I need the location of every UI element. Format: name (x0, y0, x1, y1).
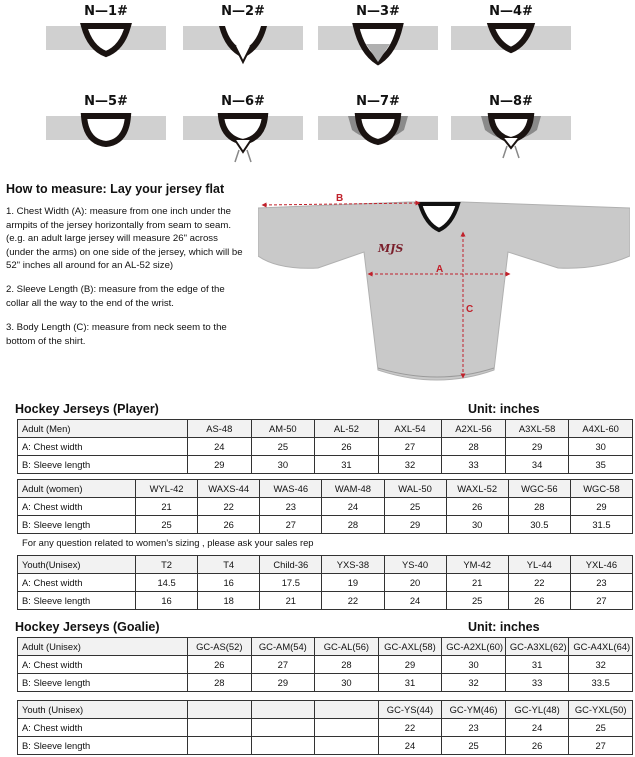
size-cell: YXS-38 (322, 556, 384, 574)
size-cell: 29 (384, 516, 446, 534)
size-cell (188, 719, 252, 737)
table-row (18, 516, 633, 534)
size-cell: 27 (260, 516, 322, 534)
size-cell: 21 (136, 498, 198, 516)
size-cell: 26 (508, 592, 570, 610)
row-label-cell: Youth (Unisex) (18, 701, 188, 719)
size-cell: 31 (378, 674, 442, 692)
size-cell: 25 (442, 737, 506, 755)
player-unit-label: Unit: inches (468, 402, 540, 416)
size-cell: WAXL-52 (446, 480, 508, 498)
size-cell: 31 (505, 656, 569, 674)
size-cell (315, 719, 379, 737)
size-cell: WAXS-44 (198, 480, 260, 498)
table-header-row (18, 556, 633, 574)
measure-title: How to measure: Lay your jersey flat (6, 182, 225, 196)
size-cell: 26 (315, 438, 379, 456)
goalie-unit-label: Unit: inches (468, 620, 540, 634)
measure-instructions (6, 183, 246, 359)
collar-style-4 (451, 0, 571, 75)
size-cell: A3XL-58 (505, 420, 569, 438)
row-label-cell: B: Sleeve length (18, 674, 188, 692)
size-cell (315, 701, 379, 719)
size-cell: 28 (508, 498, 570, 516)
table-row (18, 498, 633, 516)
size-cell: 30 (569, 438, 633, 456)
size-cell: 23 (570, 574, 632, 592)
label-a: A (436, 264, 444, 275)
size-cell: 25 (136, 516, 198, 534)
row-label-cell: A: Chest width (18, 498, 136, 516)
collar-label: N—8# (489, 94, 533, 109)
row-label-cell: Adult (Men) (18, 420, 188, 438)
size-cell: 31 (315, 456, 379, 474)
size-cell: YXL-46 (570, 556, 632, 574)
size-cell: 30 (251, 456, 315, 474)
size-cell (251, 701, 315, 719)
chest-width-instruction: 1. Chest Width (A): measure from one inch under the armpits of the jersey horizontally from seam to seam. (e.g. an adult large jersey will measure 26" across (under the arms) on one side of the jersey, which will be 52" inches all around for an AL-52 size) (6, 206, 243, 272)
row-label-cell: A: Chest width (18, 574, 136, 592)
table-row (18, 719, 633, 737)
row-label-cell: A: Chest width (18, 719, 188, 737)
row-label-cell: B: Sleeve length (18, 516, 136, 534)
collar-label: N—2# (221, 4, 265, 19)
size-cell: 21 (260, 592, 322, 610)
size-cell: 18 (198, 592, 260, 610)
goalie-section-title: Hockey Jerseys (Goalie) (15, 620, 160, 634)
collar-label: N—4# (489, 4, 533, 19)
collar-style-1 (46, 0, 166, 75)
size-cell: 28 (442, 438, 506, 456)
row-label-cell: B: Sleeve length (18, 456, 188, 474)
size-cell: GC-AM(54) (251, 638, 315, 656)
size-cell: GC-AS(52) (188, 638, 252, 656)
size-cell: 33 (505, 674, 569, 692)
table-header-row (18, 420, 633, 438)
size-cell: 27 (378, 438, 442, 456)
size-cell: WAS-46 (260, 480, 322, 498)
size-cell (315, 737, 379, 755)
size-cell: 29 (505, 438, 569, 456)
goalie-adult-size-table (17, 637, 633, 692)
size-cell: 30 (442, 656, 506, 674)
size-cell: GC-AXL(58) (378, 638, 442, 656)
size-cell: 21 (446, 574, 508, 592)
size-cell: 26 (505, 737, 569, 755)
size-cell: WGC-58 (570, 480, 632, 498)
jersey-logo: MJS (378, 242, 404, 255)
body-length-instruction: 3. Body Length (C): measure from neck seem to the bottom of the shirt. (6, 322, 227, 347)
collar-label: N—3# (356, 4, 400, 19)
table-row (18, 456, 633, 474)
table-row (18, 656, 633, 674)
size-cell: GC-YM(46) (442, 701, 506, 719)
size-cell: 32 (442, 674, 506, 692)
size-cell: AL-52 (315, 420, 379, 438)
table-row (18, 438, 633, 456)
size-cell: 27 (569, 737, 633, 755)
size-cell: 27 (570, 592, 632, 610)
size-cell: YL-44 (508, 556, 570, 574)
size-cell: 26 (446, 498, 508, 516)
size-cell: 33 (442, 456, 506, 474)
collar-style-7 (318, 90, 438, 165)
size-cell: 22 (198, 498, 260, 516)
size-cell: 20 (384, 574, 446, 592)
size-cell: GC-A4XL(64) (569, 638, 633, 656)
size-cell: 24 (384, 592, 446, 610)
collar-label: N—6# (221, 94, 265, 109)
size-cell: A4XL-60 (569, 420, 633, 438)
collar-style-2 (183, 0, 303, 75)
size-cell: GC-YXL(50) (569, 701, 633, 719)
row-label-cell: B: Sleeve length (18, 592, 136, 610)
collar-label: N—1# (84, 4, 128, 19)
size-cell: 19 (322, 574, 384, 592)
size-cell: A2XL-56 (442, 420, 506, 438)
men-size-table (17, 419, 633, 474)
player-section-title: Hockey Jerseys (Player) (15, 402, 159, 416)
size-cell: GC-YS(44) (378, 701, 442, 719)
size-cell: 22 (508, 574, 570, 592)
size-cell: AM-50 (251, 420, 315, 438)
size-cell: 30 (315, 674, 379, 692)
size-cell: GC-YL(48) (505, 701, 569, 719)
size-cell: 17.5 (260, 574, 322, 592)
women-sizing-note: For any question related to women's sizing , please ask your sales rep (22, 537, 314, 548)
size-cell: 16 (198, 574, 260, 592)
size-cell: Child-36 (260, 556, 322, 574)
size-cell: 33.5 (569, 674, 633, 692)
size-cell: 29 (570, 498, 632, 516)
row-label-cell: Adult (women) (18, 480, 136, 498)
goalie-youth-size-table (17, 700, 633, 755)
collar-style-5 (46, 90, 166, 165)
size-cell: 24 (322, 498, 384, 516)
row-label-cell: B: Sleeve length (18, 737, 188, 755)
table-header-row (18, 638, 633, 656)
size-cell: GC-A2XL(60) (442, 638, 506, 656)
size-cell: 14.5 (136, 574, 198, 592)
size-cell: 31.5 (570, 516, 632, 534)
table-row (18, 592, 633, 610)
size-cell: WAM-48 (322, 480, 384, 498)
size-cell: 28 (322, 516, 384, 534)
size-cell: 30 (446, 516, 508, 534)
size-cell: 30.5 (508, 516, 570, 534)
row-label-cell: A: Chest width (18, 438, 188, 456)
collar-label: N—7# (356, 94, 400, 109)
size-cell: GC-A3XL(62) (505, 638, 569, 656)
size-cell: WAL-50 (384, 480, 446, 498)
size-cell (251, 719, 315, 737)
size-cell: GC-AL(56) (315, 638, 379, 656)
size-cell: 29 (251, 674, 315, 692)
size-cell: 16 (136, 592, 198, 610)
size-cell: 28 (315, 656, 379, 674)
sleeve-length-instruction: 2. Sleeve Length (B): measure from the edge of the collar all the way to the end of the wrist. (6, 284, 225, 309)
youth-size-table (17, 555, 633, 610)
collar-style-3 (318, 0, 438, 75)
row-label-cell: A: Chest width (18, 656, 188, 674)
size-cell: 25 (251, 438, 315, 456)
size-cell: 35 (569, 456, 633, 474)
size-cell: T2 (136, 556, 198, 574)
size-cell: 32 (378, 456, 442, 474)
table-row (18, 674, 633, 692)
table-header-row (18, 480, 633, 498)
size-cell: 22 (322, 592, 384, 610)
row-label-cell: Youth(Unisex) (18, 556, 136, 574)
collar-label: N—5# (84, 94, 128, 109)
table-row (18, 737, 633, 755)
size-cell: 29 (188, 456, 252, 474)
size-cell: WYL-42 (136, 480, 198, 498)
size-cell (188, 737, 252, 755)
size-cell: 32 (569, 656, 633, 674)
size-cell: 24 (505, 719, 569, 737)
size-cell: AS-48 (188, 420, 252, 438)
size-cell (188, 701, 252, 719)
size-cell: T4 (198, 556, 260, 574)
collar-style-6 (183, 90, 303, 165)
collar-style-8 (451, 90, 571, 165)
label-b: B (336, 193, 344, 204)
size-cell: 25 (384, 498, 446, 516)
size-cell (251, 737, 315, 755)
size-cell: 29 (378, 656, 442, 674)
size-cell: YM-42 (446, 556, 508, 574)
size-cell: 26 (188, 656, 252, 674)
jersey-diagram (258, 190, 630, 390)
size-cell: 28 (188, 674, 252, 692)
size-cell: WGC-56 (508, 480, 570, 498)
table-header-row (18, 701, 633, 719)
size-cell: 24 (378, 737, 442, 755)
label-c: C (466, 304, 474, 315)
size-cell: 24 (188, 438, 252, 456)
row-label-cell: Adult (Unisex) (18, 638, 188, 656)
size-cell: 22 (378, 719, 442, 737)
size-cell: 25 (569, 719, 633, 737)
size-cell: AXL-54 (378, 420, 442, 438)
size-cell: 34 (505, 456, 569, 474)
table-row (18, 574, 633, 592)
size-cell: YS-40 (384, 556, 446, 574)
size-cell: 26 (198, 516, 260, 534)
size-cell: 25 (446, 592, 508, 610)
size-cell: 23 (260, 498, 322, 516)
size-cell: 23 (442, 719, 506, 737)
women-size-table (17, 479, 633, 534)
size-cell: 27 (251, 656, 315, 674)
